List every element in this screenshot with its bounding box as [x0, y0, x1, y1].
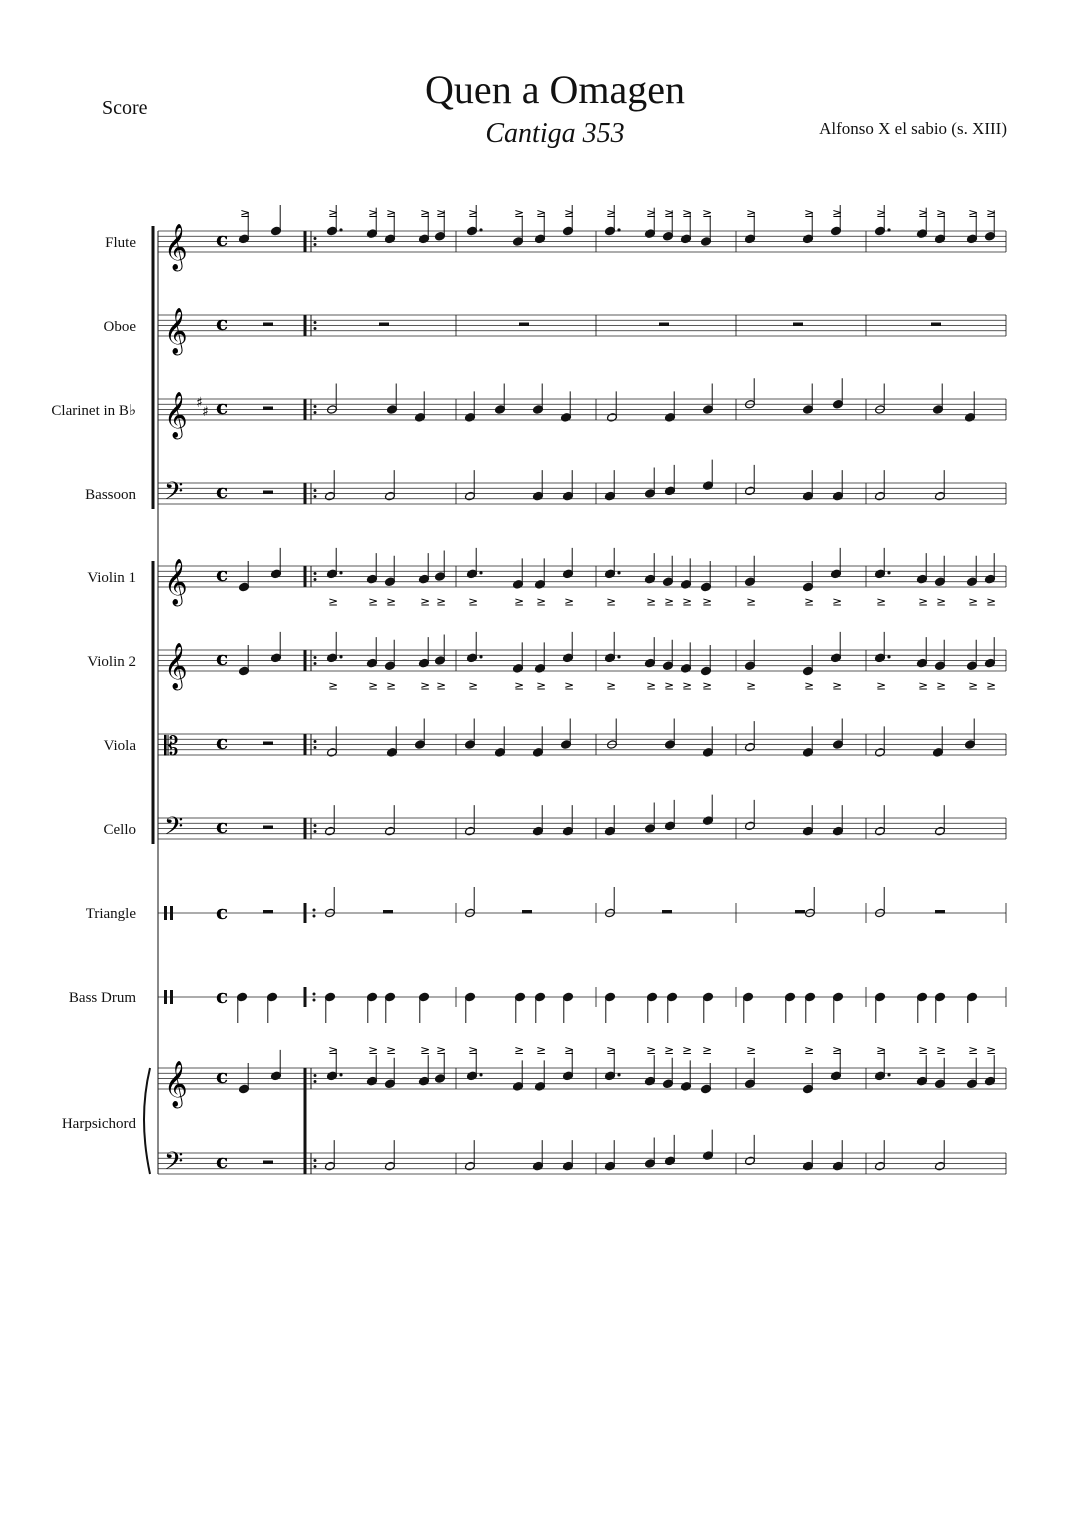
accent-icon: ≥	[564, 206, 575, 220]
instrument-label-triangle: Triangle	[85, 906, 136, 922]
accent-icon: ≥	[420, 678, 431, 693]
accent-icon: ≥	[968, 678, 979, 693]
dot	[479, 228, 482, 231]
accent-icon: ≥	[968, 206, 979, 220]
grand-staff-brace	[144, 1068, 150, 1174]
rest-icon	[659, 323, 669, 327]
accent-icon: ≥	[664, 594, 675, 609]
composer: Alfonso X el sabio (s. XIII)	[819, 119, 1007, 138]
violin1-staff	[158, 548, 1006, 609]
accent-icon: ≥	[514, 1043, 525, 1057]
percussion-clef-icon	[170, 906, 173, 920]
accent-icon: ≥	[746, 678, 757, 693]
accent-icon: ≥	[918, 678, 929, 693]
accent-icon: ≥	[468, 678, 479, 693]
time-signature: c	[216, 311, 229, 335]
instrument-label-harpsichord: Harpsichord	[61, 1116, 136, 1132]
accent-icon: ≥	[606, 594, 617, 609]
accent-icon: ≥	[564, 678, 575, 693]
instrument-label-viola: Viola	[103, 738, 136, 754]
accent-icon: ≥	[682, 206, 693, 220]
accent-icon: ≥	[646, 594, 657, 609]
viola-staff	[158, 719, 1006, 763]
repeat-dot	[314, 489, 317, 492]
bassdrum-staff	[158, 984, 1006, 1023]
bass-clef-icon: 𝄢	[164, 1147, 184, 1182]
subtitle: Cantiga 353	[485, 118, 625, 149]
accent-icon: ≥	[918, 1043, 929, 1057]
repeat-dot	[314, 237, 317, 240]
repeat-dot	[314, 578, 317, 581]
treble-clef-icon: 𝄞	[164, 308, 188, 354]
repeat-dot	[314, 1165, 317, 1168]
accent-icon: ≥	[876, 1043, 887, 1057]
dot	[479, 655, 482, 658]
accent-icon: ≥	[832, 594, 843, 609]
accent-icon: ≥	[606, 1043, 617, 1057]
accent-icon: ≥	[386, 1043, 397, 1057]
accent-icon: ≥	[328, 594, 339, 609]
dot	[617, 655, 620, 658]
triangle-staff	[158, 887, 1006, 924]
accent-icon: ≥	[514, 206, 525, 220]
rest-icon	[935, 910, 945, 914]
percussion-clef-icon	[170, 990, 173, 1004]
accent-icon: ≥	[564, 1043, 575, 1057]
time-signature: c	[216, 730, 229, 754]
accent-icon: ≥	[368, 678, 379, 693]
accent-icon: ≥	[968, 594, 979, 609]
repeat-dot	[314, 1074, 317, 1077]
accent-icon: ≥	[368, 1043, 379, 1057]
accent-icon: ≥	[420, 1043, 431, 1057]
repeat-dot	[314, 411, 317, 414]
accent-icon: ≥	[514, 678, 525, 693]
accent-icon: ≥	[606, 678, 617, 693]
clarinet-staff	[158, 378, 1006, 440]
instrument-label-clarinet: Clarinet in B♭	[51, 403, 136, 419]
repeat-dot	[314, 321, 317, 324]
dot	[617, 1073, 620, 1076]
repeat-dot	[314, 830, 317, 833]
rest-icon	[263, 742, 273, 746]
repeat-dot	[314, 405, 317, 408]
time-signature: c	[216, 479, 229, 503]
treble-clef-icon: 𝄞	[164, 643, 188, 689]
accent-icon: ≥	[436, 206, 447, 220]
sharp-icon: ♯	[196, 395, 203, 411]
accent-icon: ≥	[986, 678, 997, 693]
accent-icon: ≥	[832, 678, 843, 693]
accent-icon: ≥	[746, 1043, 757, 1057]
repeat-dot	[313, 915, 316, 918]
accent-icon: ≥	[664, 678, 675, 693]
rest-icon	[931, 323, 941, 327]
treble-clef-icon: 𝄞	[164, 392, 188, 438]
rest-icon	[263, 1161, 273, 1165]
accent-icon: ≥	[936, 678, 947, 693]
instrument-label-oboe: Oboe	[103, 319, 136, 335]
accent-icon: ≥	[240, 206, 251, 220]
accent-icon: ≥	[804, 1043, 815, 1057]
accent-icon: ≥	[436, 1043, 447, 1057]
accent-icon: ≥	[804, 678, 815, 693]
accent-icon: ≥	[702, 678, 713, 693]
accent-icon: ≥	[746, 206, 757, 220]
accent-icon: ≥	[420, 594, 431, 609]
time-signature: c	[216, 646, 229, 670]
flute-staff	[158, 205, 1006, 272]
repeat-dot	[314, 1159, 317, 1162]
accent-icon: ≥	[804, 206, 815, 220]
dot	[339, 1073, 342, 1076]
rest-icon	[795, 910, 805, 914]
rest-icon	[263, 910, 273, 914]
dot	[339, 228, 342, 231]
accent-icon: ≥	[986, 594, 997, 609]
accent-icon: ≥	[682, 678, 693, 693]
page-title: Quen a Omagen	[425, 67, 685, 112]
accent-icon: ≥	[436, 594, 447, 609]
accent-icon: ≥	[746, 594, 757, 609]
alto-clef-icon: 𝄡	[164, 732, 179, 762]
accent-icon: ≥	[702, 1043, 713, 1057]
dot	[887, 571, 890, 574]
repeat-dot	[314, 572, 317, 575]
rest-icon	[383, 910, 393, 914]
dot	[887, 655, 890, 658]
accent-icon: ≥	[468, 1043, 479, 1057]
bassoon-staff	[158, 460, 1006, 512]
dot	[479, 571, 482, 574]
accent-icon: ≥	[368, 206, 379, 220]
dot	[617, 571, 620, 574]
dot	[887, 228, 890, 231]
instrument-label-bassdrum: Bass Drum	[68, 990, 136, 1006]
instrument-label-flute: Flute	[105, 235, 136, 251]
time-signature: c	[216, 900, 229, 924]
accent-icon: ≥	[536, 678, 547, 693]
accent-icon: ≥	[468, 594, 479, 609]
dot	[479, 1073, 482, 1076]
rest-icon	[263, 323, 273, 327]
time-signature: c	[216, 227, 229, 251]
dot	[617, 228, 620, 231]
treble-clef-icon: 𝄞	[164, 559, 188, 605]
accent-icon: ≥	[646, 678, 657, 693]
instrument-label-violin1: Violin 1	[87, 570, 136, 586]
accent-icon: ≥	[386, 594, 397, 609]
accent-icon: ≥	[986, 1043, 997, 1057]
accent-icon: ≥	[832, 206, 843, 220]
instrument-label-bassoon: Bassoon	[85, 487, 136, 503]
accent-icon: ≥	[646, 1043, 657, 1057]
dot	[339, 571, 342, 574]
accent-icon: ≥	[968, 1043, 979, 1057]
rest-icon	[263, 491, 273, 495]
bass-clef-icon: 𝄢	[164, 812, 184, 847]
brackets	[144, 226, 158, 1174]
rest-icon	[662, 910, 672, 914]
accent-icon: ≥	[386, 206, 397, 220]
time-signature: c	[216, 395, 229, 419]
time-signature: c	[216, 814, 229, 838]
repeat-dot	[314, 746, 317, 749]
rest-icon	[379, 323, 389, 327]
repeat-dot	[314, 327, 317, 330]
accent-icon: ≥	[876, 678, 887, 693]
rest-icon	[263, 407, 273, 411]
accent-icon: ≥	[436, 678, 447, 693]
time-signature: c	[216, 1149, 229, 1173]
accent-icon: ≥	[664, 1043, 675, 1057]
repeat-dot	[314, 1080, 317, 1083]
accent-icon: ≥	[420, 206, 431, 220]
accent-icon: ≥	[832, 1043, 843, 1057]
violin2-staff	[158, 632, 1006, 693]
dot	[339, 655, 342, 658]
cello-staff	[158, 795, 1006, 847]
accent-icon: ≥	[646, 206, 657, 220]
repeat-dot	[313, 909, 316, 912]
instrument-label-cello: Cello	[103, 822, 136, 838]
accent-icon: ≥	[876, 594, 887, 609]
bass-clef-icon: 𝄢	[164, 477, 184, 512]
accent-icon: ≥	[702, 206, 713, 220]
time-signature: c	[216, 1064, 229, 1088]
percussion-clef-icon	[164, 990, 167, 1004]
accent-icon: ≥	[664, 206, 675, 220]
accent-icon: ≥	[328, 1043, 339, 1057]
repeat-dot	[314, 662, 317, 665]
accent-icon: ≥	[936, 594, 947, 609]
repeat-dot	[314, 824, 317, 827]
rest-icon	[522, 910, 532, 914]
repeat-dot	[314, 656, 317, 659]
accent-icon: ≥	[918, 594, 929, 609]
accent-icon: ≥	[368, 594, 379, 609]
time-signature: c	[216, 984, 229, 1008]
dot	[887, 1073, 890, 1076]
instrument-label-violin2: Violin 2	[87, 654, 136, 670]
rest-icon	[263, 826, 273, 830]
repeat-dot	[313, 999, 316, 1002]
accent-icon: ≥	[986, 206, 997, 220]
accent-icon: ≥	[606, 206, 617, 220]
repeat-dot	[314, 243, 317, 246]
accent-icon: ≥	[876, 206, 887, 220]
accent-icon: ≥	[918, 206, 929, 220]
treble-clef-icon: 𝄞	[164, 1061, 188, 1107]
sharp-icon: ♯	[202, 404, 209, 420]
accent-icon: ≥	[514, 594, 525, 609]
accent-icon: ≥	[702, 594, 713, 609]
accent-icon: ≥	[536, 594, 547, 609]
oboe-staff	[158, 308, 1006, 356]
accent-icon: ≥	[936, 206, 947, 220]
accent-icon: ≥	[328, 678, 339, 693]
harpsichord-upper-staff	[158, 1043, 1006, 1109]
accent-icon: ≥	[936, 1043, 947, 1057]
accent-icon: ≥	[682, 594, 693, 609]
accent-icon: ≥	[564, 594, 575, 609]
accent-icon: ≥	[536, 206, 547, 220]
rest-icon	[519, 323, 529, 327]
accent-icon: ≥	[536, 1043, 547, 1057]
repeat-dot	[314, 495, 317, 498]
time-signature: c	[216, 562, 229, 586]
accent-icon: ≥	[386, 678, 397, 693]
treble-clef-icon: 𝄞	[164, 224, 188, 270]
harpsichord-lower-staff	[158, 1130, 1006, 1182]
rest-icon	[793, 323, 803, 327]
repeat-dot	[313, 993, 316, 996]
score-label: Score	[102, 97, 148, 119]
repeat-dot	[314, 740, 317, 743]
accent-icon: ≥	[468, 206, 479, 220]
accent-icon: ≥	[328, 206, 339, 220]
percussion-clef-icon	[164, 906, 167, 920]
accent-icon: ≥	[804, 594, 815, 609]
accent-icon: ≥	[682, 1043, 693, 1057]
